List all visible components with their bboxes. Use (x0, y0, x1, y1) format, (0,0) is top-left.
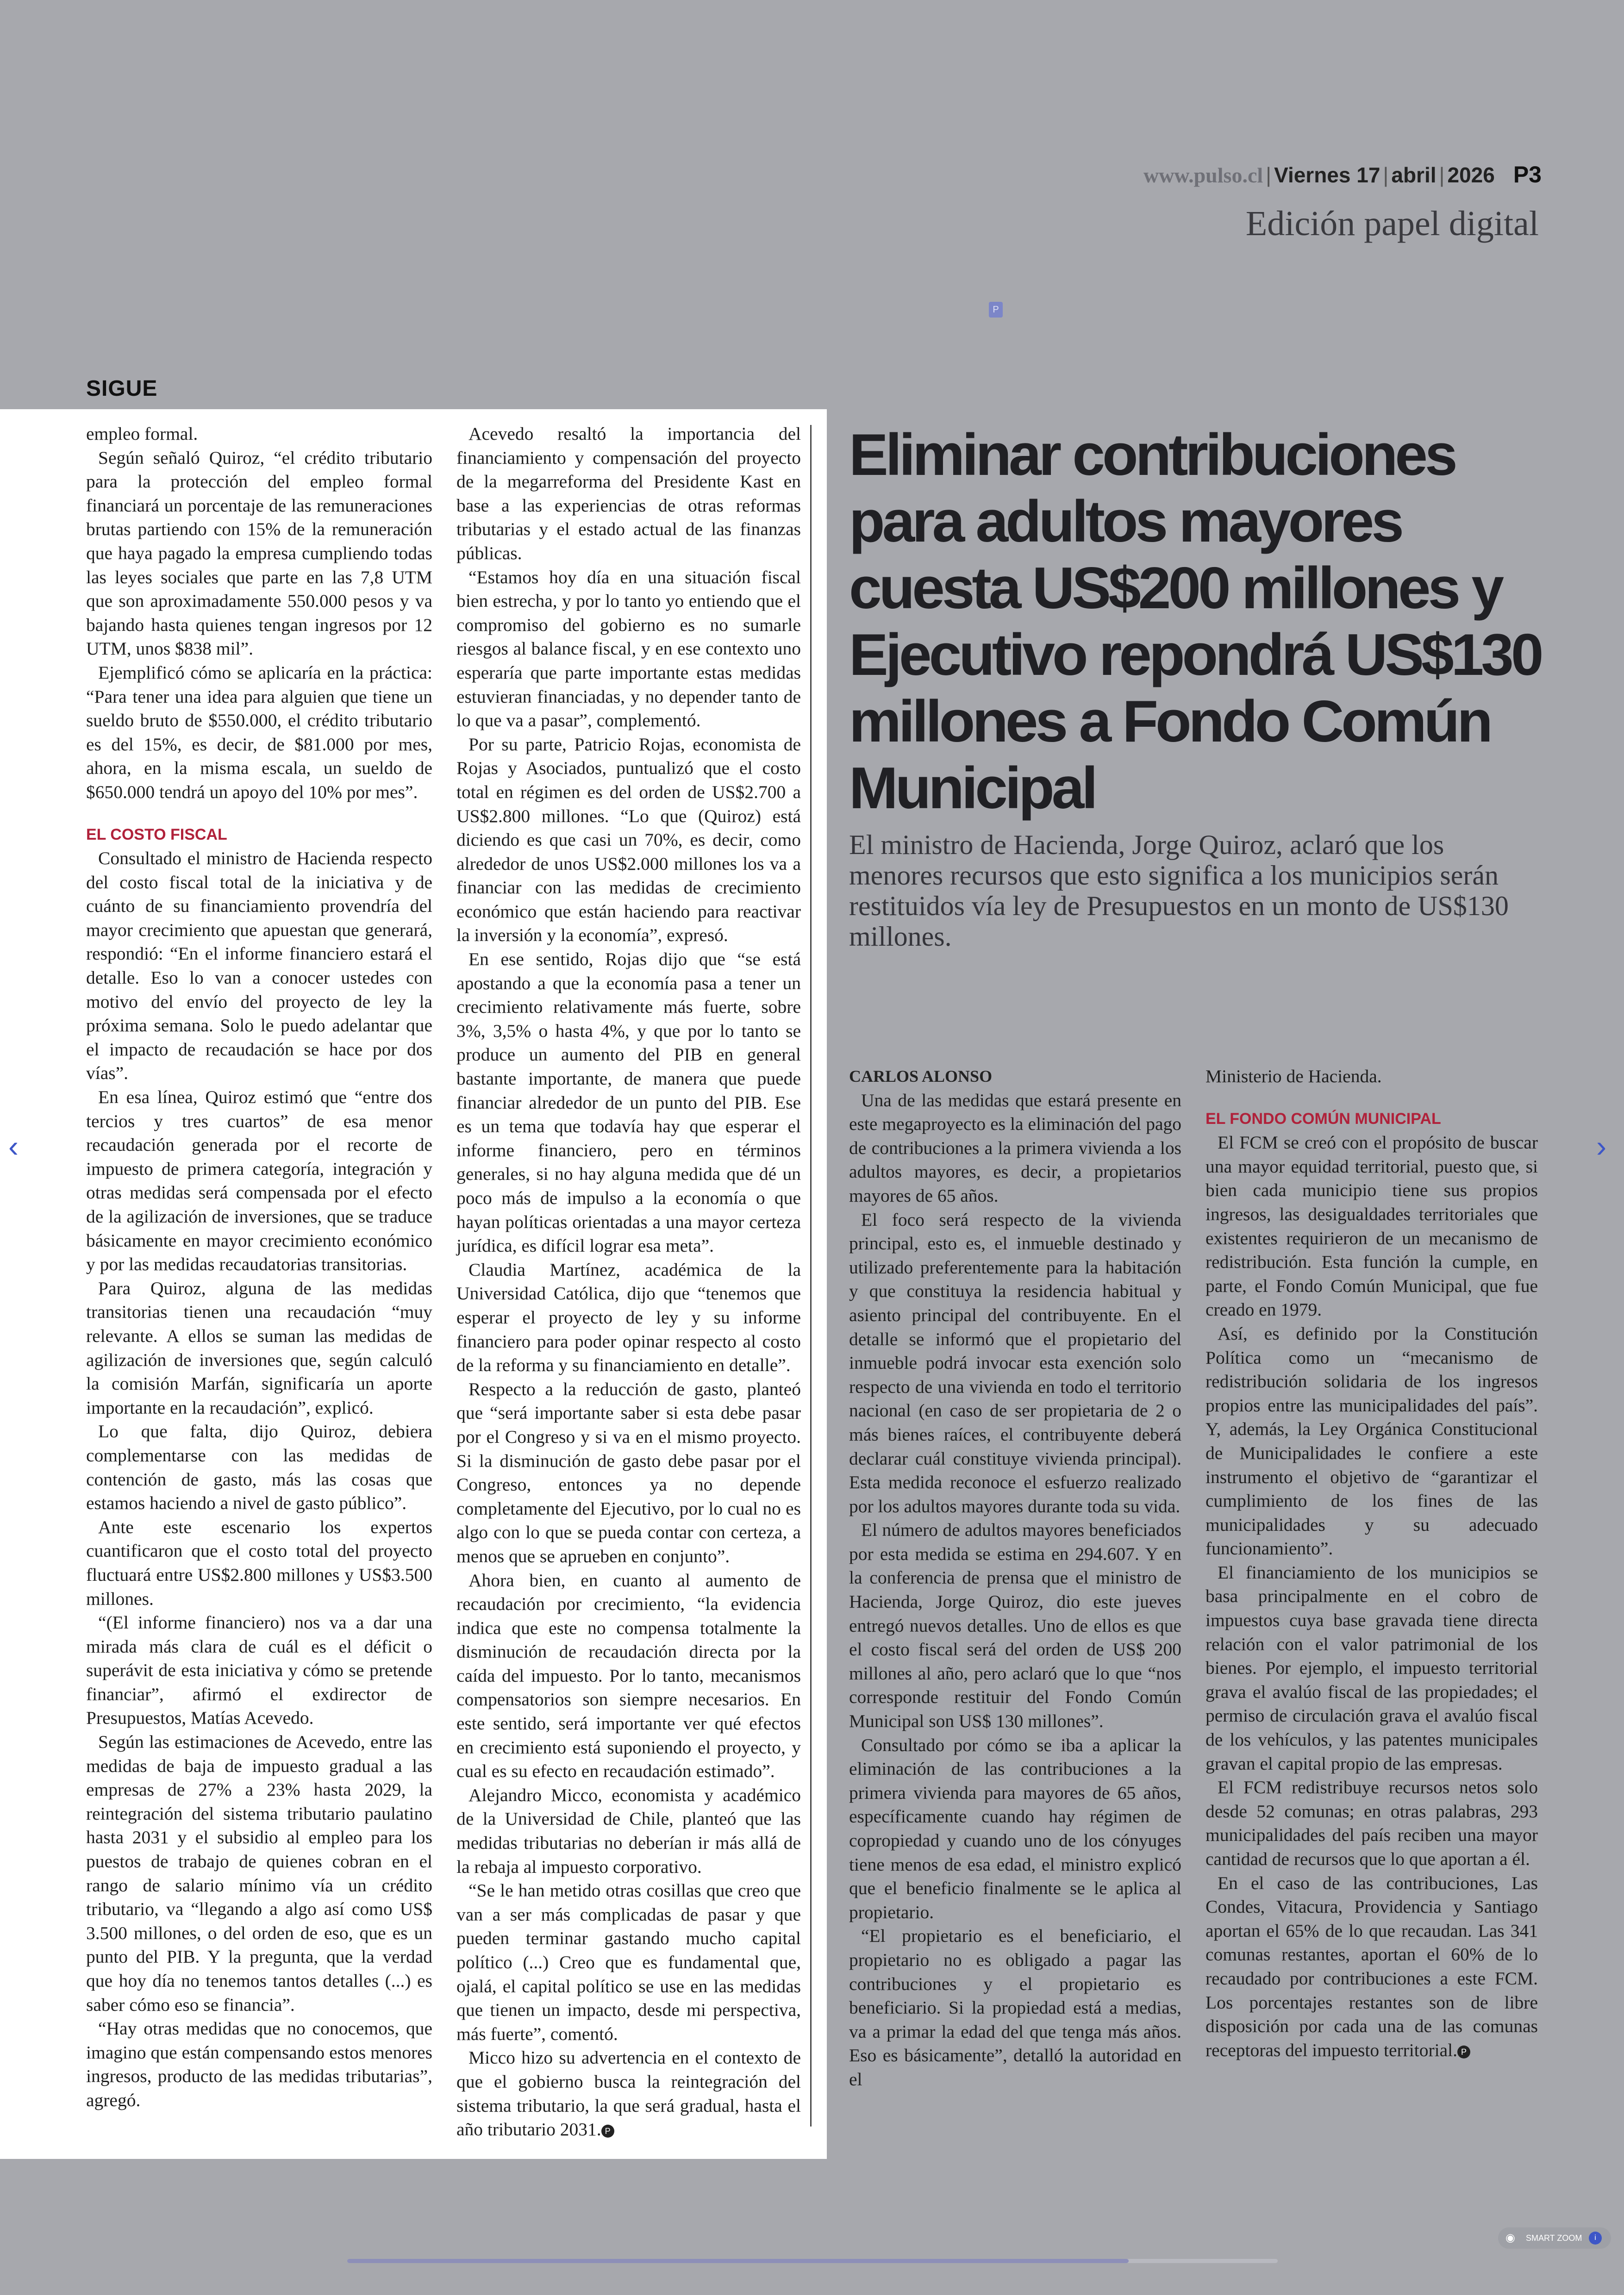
previous-page-button[interactable]: ‹ (8, 1129, 19, 1163)
paragraph-text: En el caso de las contribuciones, Las Condes, Vitacura, Providencia y Santiago aportan el 65% de lo que recaudan. Las 341 comunas restantes, aportan el 60% de lo recaudado por contribuciones a este FCM. Los porcentajes restantes son de libre disposición por cada una de las comunas receptoras del impuesto territorial. (1206, 1872, 1538, 2060)
paragraph: Ejemplificó cómo se aplicaría en la práctica: “Para tener una idea para alguien que tiene un sueldo bruto de $550.000, el crédito tributario es del 15%, es decir, de $81.000 por mes, ahora, en la misma escala, un sueldo de $650.000 tendrá un apoyo del 10% por mes”. (86, 662, 432, 802)
header-year: 2026 (1447, 163, 1495, 187)
header-month: abril (1391, 163, 1437, 187)
paragraph-text: Micco hizo su advertencia en el contexto de que el gobierno busca la reintegración del sistema tributario, la que será gradual, hasta el año tributario 2031. (456, 2047, 801, 2140)
paragraph: Claudia Martínez, académica de la Universidad Católica, dijo que “tenemos que esperar el proyecto de ley y su informe financiero para poder opinar respecto al costo de la reforma y su financiamiento en detalle”. (456, 1259, 801, 1376)
end-mark-icon: P (601, 2125, 614, 2138)
header-day: Viernes 17 (1274, 163, 1380, 187)
paragraph: Así, es definido por la Constitución Política como un “mecanismo de redistribución solidaria de los ingresos propios entre las municipalidades del país”. Y, además, la Ley Orgánica Constitucional de Municipalidades le confiere a este instrumento el objetivo de “garantizar el cumplimiento de los fines de las municipalidades y su adecuado funcionamiento”. (1206, 1323, 1538, 1559)
paragraph (1206, 1871, 1538, 2063)
article-column-3 (849, 1065, 1181, 2092)
info-icon[interactable]: i (1589, 2232, 1602, 2245)
paragraph (456, 2046, 801, 2141)
header-separator: | (1383, 163, 1389, 187)
article-headline: Eliminar contribuciones para adultos mayores cuesta US$200 millones y Ejecutivo repondrá US$130 millones a Fondo Común Municipal (849, 422, 1541, 821)
page-scrollbar-thumb[interactable] (347, 2259, 1129, 2263)
paragraph: El FCM redistribuye recursos netos solo desde 52 comunas; en otras palabras, 293 municipalidades del país reciben una mayor cantidad de recursos que lo que aportan a él. (1206, 1777, 1538, 1869)
paragraph: Lo que falta, dijo Quiroz, debiera complementarse con las medidas de contención de gasto, más las cosas que estamos haciendo a nivel de gasto público”. (86, 1421, 432, 1514)
paragraph: Ministerio de Hacienda. (1206, 1066, 1382, 1086)
subheading: EL FONDO COMÚN MUNICIPAL (1206, 1110, 1441, 1128)
smart-zoom-button[interactable] (1498, 2227, 1611, 2249)
paragraph: “(El informe financiero) nos va a dar una mirada más clara de cuál es el déficit o superávit de esta iniciativa y cómo se pretende financiar”, afirmó el exdirector de Presupuestos, Matías Acevedo. (86, 1612, 432, 1728)
paragraph: “El propietario es el beneficiario, el propietario no es obligado a pagar las contribuciones y el propietario es beneficiario. Si la propiedad está a medias, va a primar la edad del que tenga más años. Eso es básicamente”, detalló la autoridad en el (849, 1926, 1181, 2089)
header-separator: | (1266, 163, 1272, 187)
article-column-1 (86, 422, 432, 2113)
paragraph: Consultado por cómo se iba a aplicar la eliminación de las contribuciones a la primera vivienda para mayores de 65 años, específicamente cuando hay régimen de copropiedad y cuando uno de los cónyuges tiene menos de esa edad, el ministro explicó que el beneficio finalmente se le aplica al propietario. (849, 1734, 1181, 1922)
paragraph: El financiamiento de los municipios se basa principalmente en el cobro de impuestos cuya base gravada tiene directa relación con el valor patrimonial de los bienes. Por ejemplo, el impuesto territorial grava el avalúo fiscal de las propiedades; el permiso de circulación grava el avalúo fiscal de los vehículos, y las patentes municipales gravan el capital propio de las empresas. (1206, 1562, 1538, 1774)
paragraph: Consultado el ministro de Hacienda respecto del costo fiscal total de la iniciativa y de cuánto de su financiamiento provendría del mayor crecimiento que apuestan que generará, respondió: “En el informe financiero estará el detalle. Eso lo van a conocer ustedes con motivo del envío del proyecto de ley la próxima semana. Solo le puedo adelantar que el impacto de recaudación se hace por dos vías”. (86, 848, 432, 1084)
site-url: www.pulso.cl (1143, 163, 1263, 187)
paragraph: “Estamos hoy día en una situación fiscal bien estrecha, y por lo tanto yo entiendo que el compromiso del gobierno es no sumarle riesgos al balance fiscal, y en ese contexto uno esperaría que parte importante estas medidas estuvieran financiadas, y no depender tanto de lo que va a pasar”, complementó. (456, 567, 801, 731)
end-mark-icon: P (1457, 2046, 1470, 2058)
edition-title: Edición papel digital (1245, 204, 1539, 243)
paragraph: En esa línea, Quiroz estimó que “entre dos tercios y tres cuartos” de esa menor recaudación generada por el recorte de impuesto de primera categoría, integración y otras medidas será compensada por el efecto de la agilización de inversiones, que se traduce básicamente en mayor crecimiento económico y por las medidas recaudatorias transitorias. (86, 1087, 432, 1275)
paragraph: En ese sentido, Rojas dijo que “se está apostando a que la economía pasa a tener un crecimiento relativamente más fuerte, sobre 3%, 3,5% o hasta 4%, y que por lo tanto se produce un aumento del PIB en general bastante importante, de manera que puede financiar alrededor de un punto del PIB. Ese es un tema que todavía hay que esperar el informe financiero, pero en términos generales, si no hay alguna medida que dé un poco más de impulso a la economía o que hayan políticas orientadas a una mayor certeza jurídica, es difícil lograr esa meta”. (456, 949, 801, 1256)
paragraph: El FCM se creó con el propósito de buscar una mayor equidad territorial, puesto que, si bien cada municipio tiene sus propios ingresos, las desigualdades territoriales que existentes requirieron de un mecanismo de redistribución. Esta función la cumple, en parte, el Fondo Común Municipal, que fue creado en 1979. (1206, 1132, 1538, 1320)
paragraph: Según señaló Quiroz, “el crédito tributario para la protección del empleo formal financiará un porcentaje de las remuneraciones brutas partiendo con 15% de la remuneración que haya pagado la empresa cumpliendo todas las leyes sociales que parte en las 7,8 UTM que son aproximadamente 550.000 pesos y va bajando hasta quienes tengan ingresos por 12 UTM, unos $838 mil”. (86, 447, 432, 659)
paragraph: Según las estimaciones de Acevedo, entre las medidas de baja de impuesto gradual a las empresas de 27% a 23% hasta 2029, la reintegración del sistema tributario paulatino hasta 2031 y el subsidio al empleo para los puestos de trabajo de quienes cobran en el rango de salario mínimo vía un crédito tributario, va “llegando a algo así como US$ 3.500 millones, o del orden de eso, que es un punto del PIB. Y la pregunta, que la verdad que hoy día no tenemos tantos detalles (...) es saber cómo eso se financia”. (86, 1732, 432, 2015)
page-header (1120, 158, 1542, 191)
byline: CARLOS ALONSO (849, 1067, 993, 1085)
paragraph: Ahora bien, en cuanto al aumento de recaudación por crecimiento, “la evidencia indica que este no compensa totalmente la disminución de recaudación directa por la caída del impuesto. Por lo tanto, mecanismos compensatorios son siempre necesarios. En este sentido, será importante ver qué efectos en crecimiento está suponiendo el proyecto, y cual es su efecto en recaudación estimado”. (456, 1570, 801, 1782)
article-column-2 (456, 422, 801, 2142)
paragraph: empleo formal. (86, 424, 198, 444)
section-label: SIGUE (86, 376, 158, 401)
paragraph: Acevedo resaltó la importancia del financiamiento y compensación del proyecto de la megarreforma del Presidente Kast en base a las experiencias de otras reformas tributarias y el estado actual de las finanzas públicas. (456, 424, 801, 563)
paragraph: Alejandro Micco, economista y académico de la Universidad de Chile, planteó que las medidas tributarias no deberían ir más allá de la rebaja al impuesto corporativo. (456, 1784, 801, 1877)
column-divider (810, 425, 812, 2127)
page-number: P3 (1513, 162, 1542, 187)
paragraph: “Se le han metido otras cosillas que creo que van a ser más complicadas de pasar y que pueden terminar gastando mucho capital político (...) Creo que es fundamental que, ojalá, el capital político se use en las medidas que tienen un impacto, desde mi perspectiva, más fuerte”, comentó. (456, 1880, 801, 2044)
smart-zoom-label: SMART ZOOM (1526, 2233, 1582, 2243)
paragraph: Respecto a la reducción de gasto, planteó que “será importante saber si esta debe pasar por el Congreso y si va en el mismo proyecto. Si la disminución de gasto debe pasar por el Congreso, entonces ya no depende completamente del Ejecutivo, por lo cual no es algo con lo que se pueda contar con certeza, a menos que se aprueben en conjunto”. (456, 1378, 801, 1566)
paragraph: “Hay otras medidas que no conocemos, que imagino que están compensando estos menores ingresos, producto de las medidas tributarias”, agregó. (86, 2018, 432, 2110)
paragraph: El foco será respecto de la vivienda principal, esto es, el inmueble destinado y utilizado preferentemente para la habitación y que constituya la residencia habitual y asiento principal del contribuyente. En el detalle se informó que el propietario del inmueble podrá invocar esta exención solo respecto de una vivienda en todo el territorio nacional (en caso de ser propietaria de 2 o más bienes raíces, el contribuyente deberá declarar cuál constituye vivienda principal). Esta medida reconoce el esfuerzo realizado por los adultos mayores durante toda su vida. (849, 1209, 1181, 1516)
paragraph: Ante este escenario los expertos cuantificaron que el costo total del proyecto fluctuará entre US$2.800 millones y US$3.500 millones. (86, 1516, 432, 1609)
paragraph: Una de las medidas que estará presente en este megaproyecto es la eliminación del pago de contribuciones a la primera vivienda a los adultos mayores, es decir, a propietarios mayores de 65 años. (849, 1090, 1181, 1206)
next-page-button[interactable]: › (1596, 1129, 1606, 1163)
eye-icon: ◉ (1505, 2232, 1515, 2244)
page-marker-icon[interactable]: P (989, 302, 1003, 318)
paragraph: Para Quiroz, alguna de las medidas transitorias tienen una recaudación “muy relevante. A ellos se suman las medidas de agilización de inversiones que, según calculó la comisión Marfán, significaría un aporte importante en la recaudación”, explicó. (86, 1278, 432, 1418)
header-separator: | (1439, 163, 1445, 187)
article-column-4 (1206, 1065, 1538, 2062)
subheading: EL COSTO FISCAL (86, 825, 227, 843)
paragraph: El número de adultos mayores beneficiados por esta medida se estima en 294.607. Y en la conferencia de prensa que el ministro de Hacienda, Jorge Quiroz, dio este jueves entregó nuevos detalles. Uno de ellos es que el costo fiscal será del orden de US$ 200 millones al año, pero aclaró que lo que “nos corresponde restituir del Fondo Común Municipal son US$ 130 millones”. (849, 1520, 1181, 1732)
article-deck: El ministro de Hacienda, Jorge Quiroz, aclaró que los menores recursos que esto significa a los municipios serán restituidos vía ley de Presupuestos en un monto de US$130 millones. (849, 829, 1509, 952)
paragraph: Por su parte, Patricio Rojas, economista de Rojas y Asociados, puntualizó que el costo total en régimen es del orden de US$2.700 a US$2.800 millones. “Lo que (Quiroz) está diciendo es que casi un 70%, es decir, como alrededor de unos US$2.000 millones los va a financiar con las medidas de crecimiento económico que están haciendo para reactivar la inversión y la economía”, expresó. (456, 734, 801, 946)
